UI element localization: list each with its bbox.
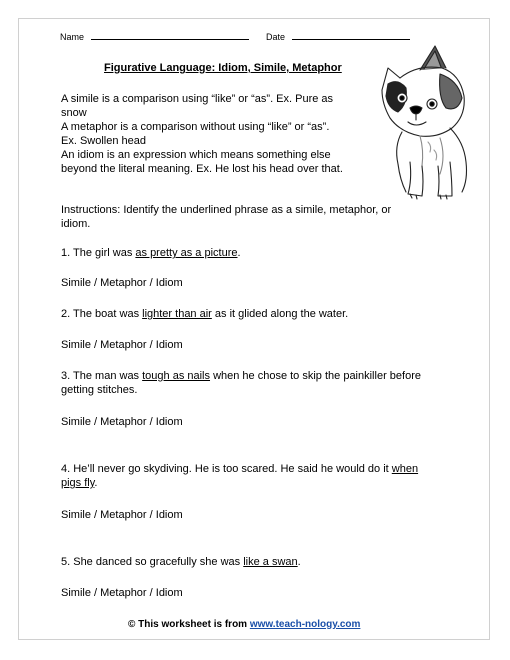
question-4-underlined-2: pigs fly [61,477,95,489]
question-3-underlined: tough as nails [142,370,211,382]
idiom-definition-line-1: An idiom is an expression which means something else [61,149,331,161]
question-4-choices[interactable]: Simile / Metaphor / Idiom [61,509,183,521]
date-blank[interactable] [292,31,410,40]
question-2 [61,307,348,321]
metaphor-definition-line-1: A metaphor is a comparison without using “like” or “as”. [61,121,330,133]
question-1 [61,246,241,260]
footer [128,619,360,630]
instructions-line-1: Instructions: Identify the underlined phrase as a simile, metaphor, or [61,204,392,216]
question-4-text: 4. He’ll never go skydiving. He is too scared. He said he would do it [61,463,392,475]
question-2-text: 2. The boat was [61,308,143,320]
question-1-choices[interactable]: Simile / Metaphor / Idiom [61,277,183,289]
dog-drawing-icon [380,42,486,202]
question-3-line-2: getting stitches. [61,384,138,396]
definitions [61,92,343,176]
simile-definition-line-2: snow [61,107,87,119]
question-3 [61,369,421,397]
question-5-end: . [297,556,301,568]
date-field[interactable] [266,31,410,42]
date-label: Date [266,32,286,42]
metaphor-definition-line-2: Ex. Swollen head [61,135,146,147]
worksheet-title: Figurative Language: Idiom, Simile, Metaphor [104,62,342,74]
question-5 [61,555,301,569]
question-1-underlined: as pretty as a picture [135,247,238,259]
name-field[interactable] [60,31,249,42]
question-1-text: 1. The girl was [61,247,136,259]
question-2-choices[interactable]: Simile / Metaphor / Idiom [61,339,183,351]
name-blank[interactable] [91,31,249,40]
question-5-text: 5. She danced so gracefully she was [61,556,244,568]
question-3-choices[interactable]: Simile / Metaphor / Idiom [61,416,183,428]
simile-definition-line-1: A simile is a comparison using “like” or “as”. Ex. Pure as [61,93,334,105]
instructions [61,203,391,231]
question-3-text: 3. The man was [61,370,143,382]
question-5-choices[interactable]: Simile / Metaphor / Idiom [61,587,183,599]
question-3-end: when he chose to skip the painkiller before [210,370,421,382]
question-2-end: as it glided along the water. [211,308,349,320]
question-4-end: . [94,477,98,489]
name-label: Name [60,32,85,42]
footer-text: © This worksheet is from [128,619,250,630]
footer-link[interactable]: www.teach-nology.com [249,619,361,630]
question-4-underlined: when [391,463,419,475]
question-5-underlined: like a swan [243,556,298,568]
question-2-underlined: lighter than air [142,308,212,320]
idiom-definition-line-2: beyond the literal meaning. Ex. He lost his head over that. [61,163,343,175]
question-1-end: . [237,247,241,259]
question-4 [61,462,418,490]
instructions-line-2: idiom. [61,218,91,230]
